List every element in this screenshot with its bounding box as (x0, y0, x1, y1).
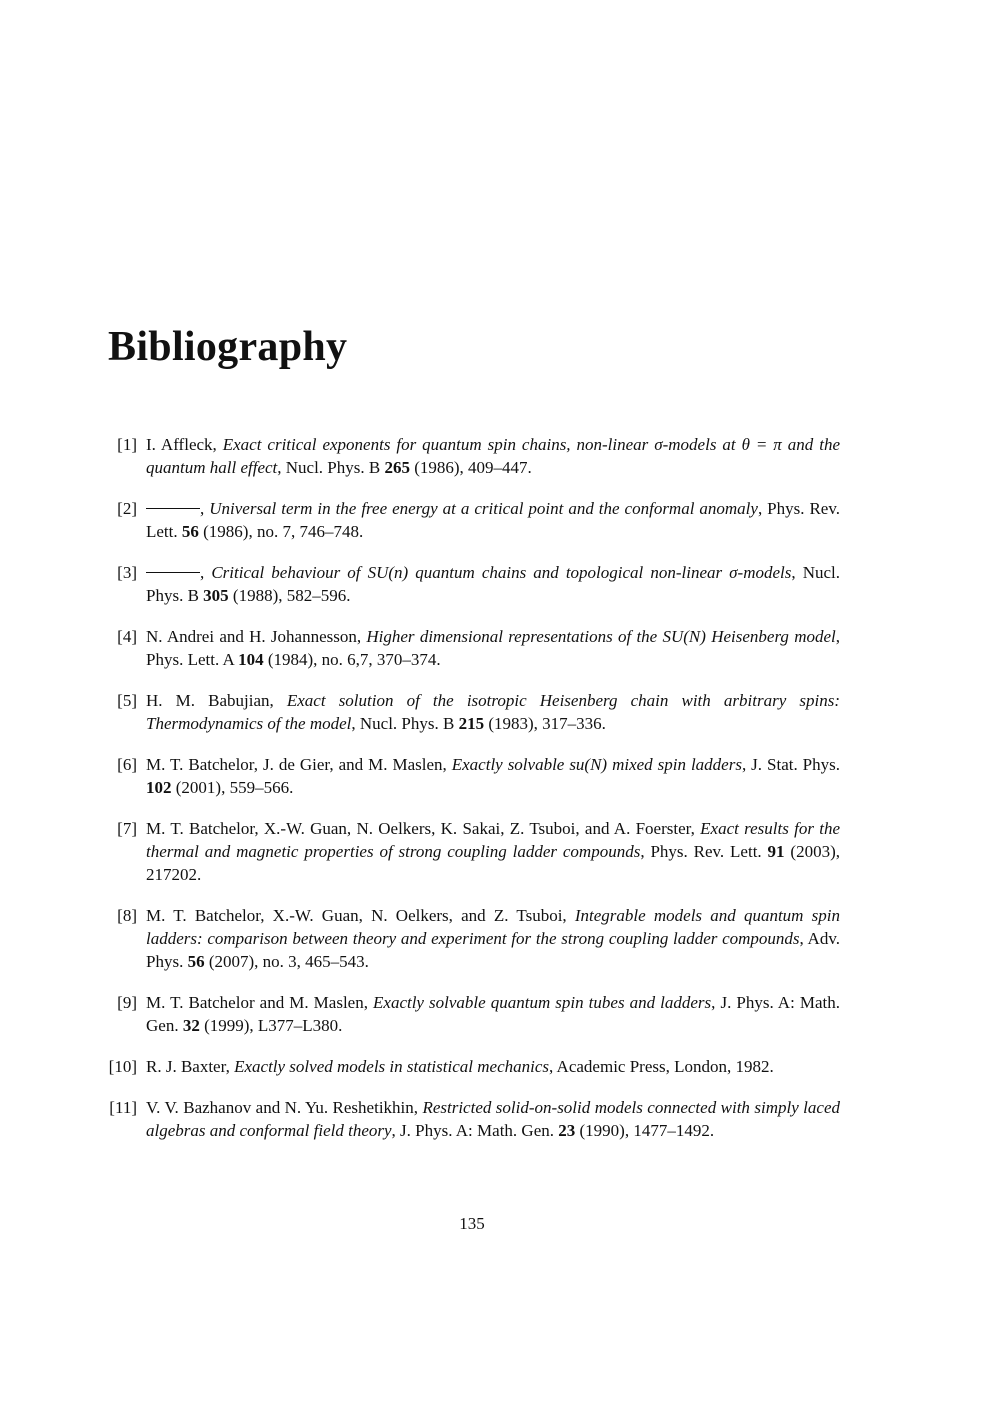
reference-journal: , Phys. Lett. A (146, 627, 840, 669)
reference-journal: , J. Phys. A: Math. Gen. (391, 1121, 559, 1140)
reference-number: [7] (117, 819, 137, 838)
reference-text (146, 689, 840, 735)
reference-number: [11] (109, 1098, 137, 1117)
reference-details: (1988), 582–596. (228, 586, 351, 605)
reference-title: Exactly solvable su(N) mixed spin ladders (451, 755, 742, 774)
reference-number: [3] (117, 563, 137, 582)
reference-authors: , (200, 499, 210, 518)
reference-title: Exact solution of the isotropic Heisenberg chain with arbitrary spins: Thermodynamics of the model (146, 691, 840, 733)
reference-number: [1] (117, 435, 137, 454)
reference-volume: 23 (558, 1121, 576, 1140)
page-title: Bibliography (108, 324, 348, 370)
reference-title: Critical behaviour of SU(n) quantum chains and topological non-linear σ-models (211, 563, 792, 582)
reference-authors: M. T. Batchelor, X.-W. Guan, N. Oelkers, K. Sakai, Z. Tsuboi, and A. Foerster, (146, 819, 701, 838)
page-number: 135 (459, 1214, 485, 1233)
reference-journal: , Phys. Rev. Lett. (146, 499, 840, 541)
reference-item (108, 433, 840, 479)
reference-item (108, 991, 840, 1037)
reference-item (108, 753, 840, 799)
reference-journal: , J. Stat. Phys. (741, 755, 841, 774)
reference-item (108, 497, 840, 543)
reference-volume: 91 (767, 842, 785, 861)
reference-item (108, 1055, 840, 1078)
reference-journal: , Nucl. Phys. B (146, 563, 841, 605)
reference-text (146, 753, 840, 799)
reference-authors: N. Andrei and H. Johannesson, (146, 627, 367, 646)
reference-text (146, 625, 840, 671)
reference-journal: , Nucl. Phys. B (277, 458, 385, 477)
reference-number: [2] (117, 499, 137, 518)
reference-number: [6] (117, 755, 137, 774)
reference-item (108, 625, 840, 671)
reference-volume: 104 (238, 650, 264, 669)
reference-journal: , Adv. Phys. (146, 929, 840, 971)
reference-authors: R. J. Baxter, (146, 1057, 235, 1076)
reference-text (146, 991, 840, 1037)
reference-title: Exact critical exponents for quantum spin chains, non-linear σ-models at θ = π and the quantum hall effect (146, 435, 840, 477)
reference-text (146, 1055, 840, 1078)
reference-authors: V. V. Bazhanov and N. Yu. Reshetikhin, (146, 1098, 423, 1117)
reference-number: [5] (117, 691, 137, 710)
reference-volume: 265 (384, 458, 410, 477)
reference-details: (2007), no. 3, 465–543. (204, 952, 369, 971)
reference-text (146, 433, 840, 479)
reference-journal: , Phys. Rev. Lett. (640, 842, 768, 861)
reference-title: Higher dimensional representations of the SU(N) Heisenberg model (366, 627, 836, 646)
reference-journal: , J. Phys. A: Math. Gen. (146, 993, 840, 1035)
same-author-dash (146, 572, 200, 573)
reference-text (146, 497, 840, 543)
reference-title: Restricted solid-on-solid models connected with simply laced algebras and conformal field theory (146, 1098, 840, 1140)
reference-title: Exact results for the thermal and magnetic properties of strong coupling ladder compounds (146, 819, 840, 861)
reference-number: [4] (117, 627, 137, 646)
reference-text (146, 904, 840, 973)
reference-details: (1986), 409–447. (409, 458, 532, 477)
reference-title: Integrable models and quantum spin ladders: comparison between theory and experiment for the strong coupling ladder compounds (146, 906, 840, 948)
reference-details: (1984), no. 6,7, 370–374. (263, 650, 441, 669)
reference-item (108, 904, 840, 973)
reference-volume: 102 (146, 778, 172, 797)
reference-text (146, 561, 840, 607)
reference-volume: 305 (203, 586, 229, 605)
reference-number: [8] (117, 906, 137, 925)
reference-details: (1983), 317–336. (484, 714, 606, 733)
reference-details: (2003), 217202. (146, 842, 840, 884)
reference-number: [10] (108, 1057, 137, 1076)
reference-journal: , Academic Press, London, 1982. (549, 1057, 774, 1076)
reference-item (108, 689, 840, 735)
reference-authors: I. Affleck, (146, 435, 223, 454)
reference-text (146, 817, 840, 886)
reference-list (108, 433, 840, 1160)
reference-title: Universal term in the free energy at a critical point and the conformal anomaly (209, 499, 758, 518)
same-author-dash (146, 508, 200, 509)
reference-authors: M. T. Batchelor and M. Maslen, (146, 993, 374, 1012)
reference-title: Exactly solvable quantum spin tubes and ladders (373, 993, 712, 1012)
reference-volume: 215 (458, 714, 485, 733)
reference-volume: 56 (181, 522, 199, 541)
reference-authors: , (200, 563, 212, 582)
reference-authors: H. M. Babujian, (146, 691, 287, 710)
reference-details: (1986), no. 7, 746–748. (198, 522, 364, 541)
reference-text (146, 1096, 840, 1142)
reference-details: (1990), 1477–1492. (575, 1121, 715, 1140)
reference-authors: M. T. Batchelor, X.-W. Guan, N. Oelkers, and Z. Tsuboi, (146, 906, 575, 925)
reference-item (108, 561, 840, 607)
reference-item (108, 817, 840, 886)
reference-details: (2001), 559–566. (171, 778, 294, 797)
reference-details: (1999), L377–L380. (199, 1016, 343, 1035)
reference-authors: M. T. Batchelor, J. de Gier, and M. Maslen, (146, 755, 452, 774)
reference-number: [9] (117, 993, 137, 1012)
reference-item (108, 1096, 840, 1142)
reference-volume: 32 (182, 1016, 200, 1035)
reference-volume: 56 (187, 952, 205, 971)
reference-title: Exactly solved models in statistical mechanics (234, 1057, 549, 1076)
reference-journal: , Nucl. Phys. B (351, 714, 459, 733)
